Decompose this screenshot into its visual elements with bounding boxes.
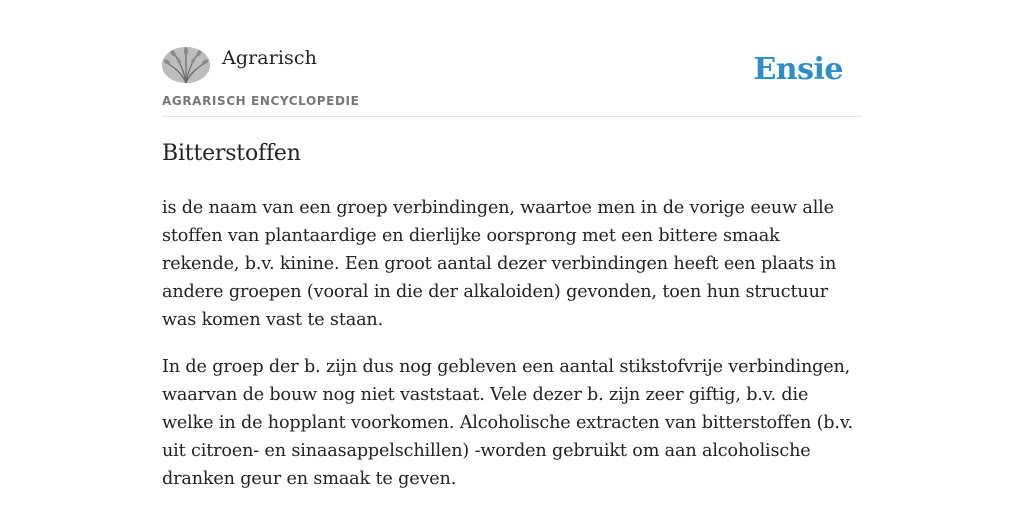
- site-subtitle: AGRARISCH ENCYCLOPEDIE: [162, 94, 360, 108]
- brand-logo[interactable]: Ensie: [753, 52, 843, 87]
- article-title: Bitterstoffen: [162, 141, 301, 166]
- site-header: [162, 44, 862, 117]
- article-paragraph: is de naam van een groep verbindingen, waartoe men in de vorige eeuw alle stoffen van plantaardige en dierlijke oorsprong met een bittere smaak rekende, b.v. kinine. Een groot aantal dezer verbindingen heeft een plaats in andere groepen (vooral in die der alkaloiden) gevonden, toen hun structuur was komen vast te staan.: [162, 198, 837, 330]
- article-paragraph: In de groep der b. zijn dus nog gebleven een aantal stikstofvrije verbindingen, waarvan de bouw nog niet vaststaat. Vele dezer b. zijn zeer giftig, b.v. die welke in de hopplant voorkomen. Alcoholische extracten van bitterstoffen (b.v. uit citroen- en sinaasappelschillen) -worden gebruikt om aan alcoholische dranken geur en smaak te geven.: [162, 357, 853, 489]
- article-body: [162, 194, 862, 512]
- site-name[interactable]: Agrarisch: [222, 47, 317, 69]
- wheat-icon[interactable]: [162, 47, 210, 83]
